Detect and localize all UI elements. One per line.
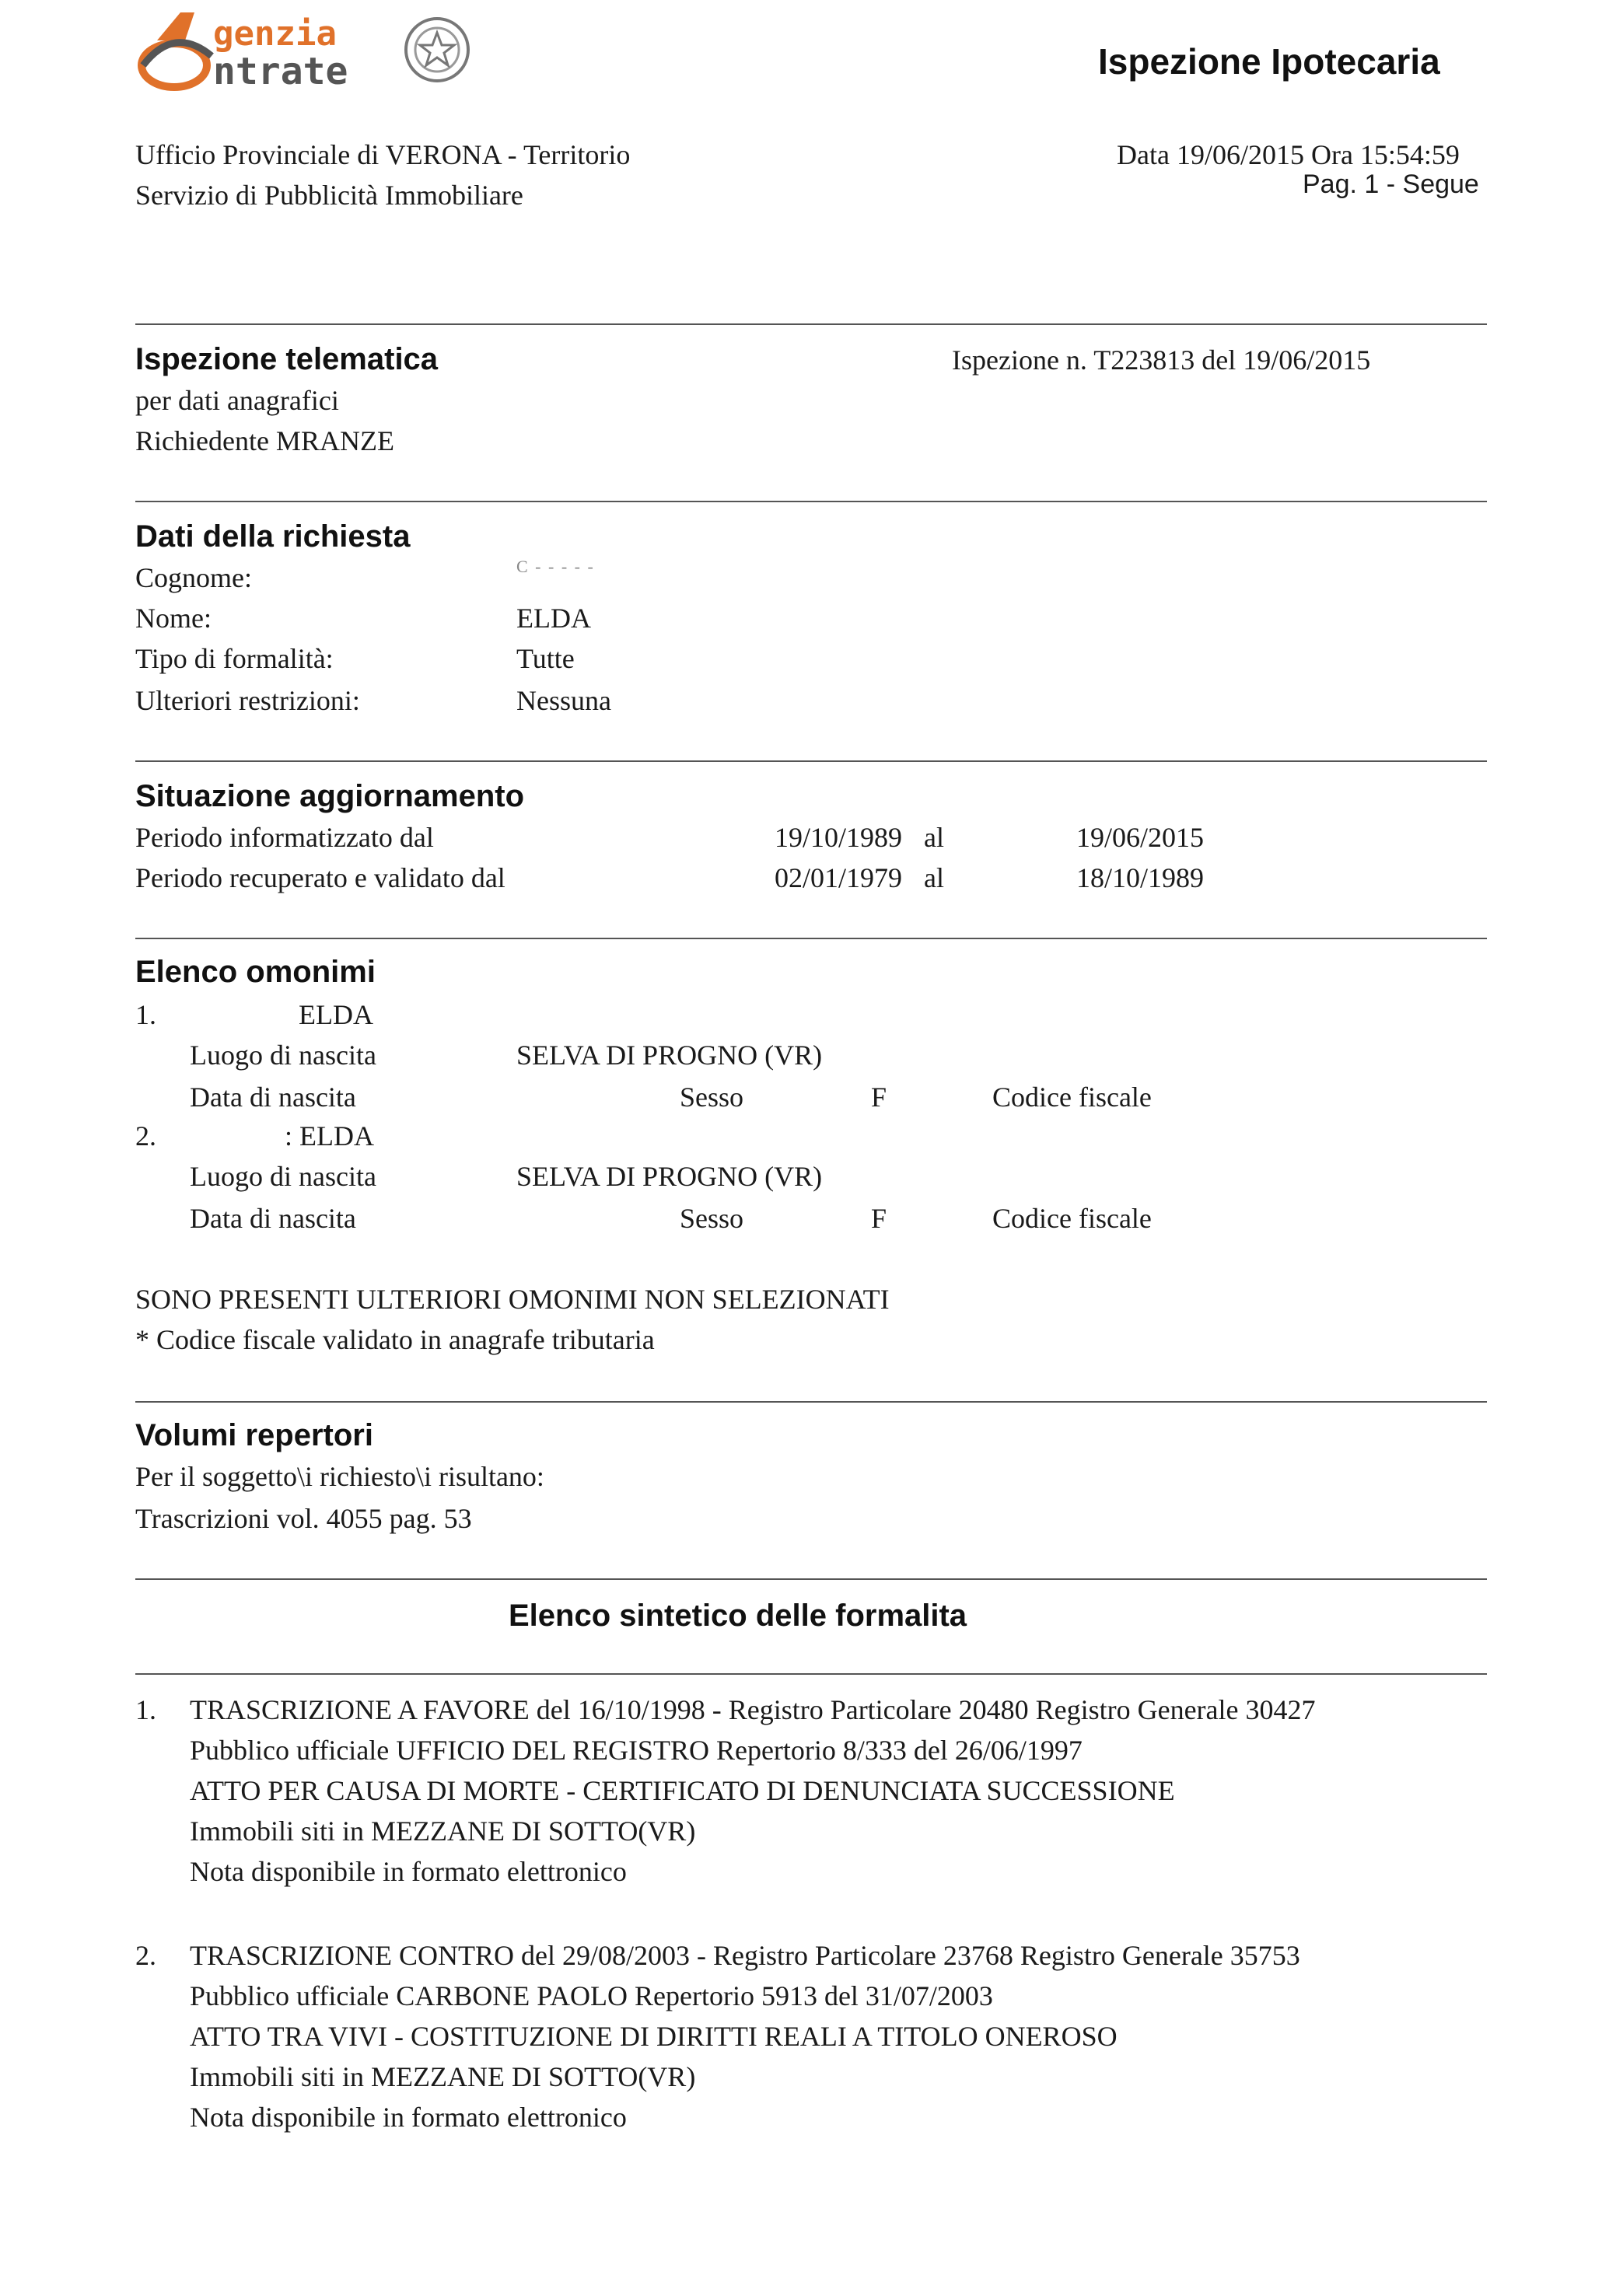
formalita-number: 1. <box>135 1694 156 1725</box>
field-value: Nessuna <box>516 685 611 716</box>
formalita-line: ATTO PER CAUSA DI MORTE - CERTIFICATO DI DENUNCIATA SUCCESSIONE <box>190 1775 1175 1806</box>
birthplace-value: SELVA DI PROGNO (VR) <box>516 1040 823 1071</box>
formalita-line: TRASCRIZIONE A FAVORE del 16/10/1998 - Registro Particolare 20480 Registro Generale 30427 <box>190 1694 1316 1725</box>
section-heading-aggiornamento: Situazione aggiornamento <box>135 779 525 813</box>
formalita-line: Immobili siti in MEZZANE DI SOTTO(VR) <box>190 2061 696 2092</box>
divider-3 <box>135 760 1487 762</box>
sex-value: F <box>871 1203 887 1234</box>
section-heading-formalita: Elenco sintetico delle formalita <box>509 1599 967 1633</box>
volumi-line-2: Trascrizioni vol. 4055 pag. 53 <box>135 1503 472 1534</box>
birthdate-label: Data di nascita <box>190 1203 356 1234</box>
logo-text-line1: genzia <box>213 14 337 54</box>
tax-code-label: Codice fiscale <box>992 1203 1152 1234</box>
period-to: 18/10/1989 <box>1076 862 1205 893</box>
formalita-line: ATTO TRA VIVI - COSTITUZIONE DI DIRITTI REALI A TITOLO ONEROSO <box>190 2021 1118 2052</box>
formalita-line: Pubblico ufficiale CARBONE PAOLO Repertorio 5913 del 31/07/2003 <box>190 1980 993 2011</box>
divider-6 <box>135 1578 1487 1580</box>
period-label: Periodo informatizzato dal <box>135 822 434 853</box>
sex-label: Sesso <box>680 1203 744 1234</box>
document-title: Ispezione Ipotecaria <box>1098 41 1440 82</box>
volumi-line-1: Per il soggetto\i richiesto\i risultano: <box>135 1461 544 1492</box>
office-line-2: Servizio di Pubblicità Immobiliare <box>135 180 523 211</box>
divider-2 <box>135 501 1487 502</box>
divider-4 <box>135 938 1487 939</box>
section-heading-volumi: Volumi repertori <box>135 1418 373 1452</box>
period-sep: al <box>924 822 944 853</box>
omonimi-note-1: SONO PRESENTI ULTERIORI OMONIMI NON SELEZIONATI <box>135 1284 890 1315</box>
agenzia-entrate-logo <box>134 9 476 95</box>
formalita-line: TRASCRIZIONE CONTRO del 29/08/2003 - Registro Particolare 23768 Registro Generale 35753 <box>190 1940 1300 1971</box>
period-to: 19/06/2015 <box>1076 822 1205 853</box>
formalita-line: Nota disponibile in formato elettronico <box>190 2102 627 2133</box>
period-sep: al <box>924 862 944 893</box>
section-heading-omonimi: Elenco omonimi <box>135 955 376 989</box>
ispezione-line-1: per dati anagrafici <box>135 385 339 416</box>
section-heading-ispezione: Ispezione telematica <box>135 342 439 376</box>
field-label: Ulteriori restrizioni: <box>135 685 360 716</box>
birthdate-label: Data di nascita <box>190 1082 356 1113</box>
date-time: Data 19/06/2015 Ora 15:54:59 <box>1117 139 1460 170</box>
omonimo-name: : ELDA <box>285 1120 374 1151</box>
period-from: 02/01/1979 <box>775 862 903 893</box>
ispezione-line-2: Richiedente MRANZE <box>135 425 394 456</box>
logo-text-line2: ntrate <box>213 50 348 93</box>
field-label: Cognome: <box>135 562 252 593</box>
divider-5 <box>135 1401 1487 1403</box>
birthplace-value: SELVA DI PROGNO (VR) <box>516 1161 823 1192</box>
period-from: 19/10/1989 <box>775 822 903 853</box>
sex-label: Sesso <box>680 1082 744 1113</box>
period-label: Periodo recuperato e validato dal <box>135 862 505 893</box>
birthplace-label: Luogo di nascita <box>190 1161 376 1192</box>
field-label: Tipo di formalità: <box>135 643 334 674</box>
field-value: Tutte <box>516 643 575 674</box>
tax-code-label: Codice fiscale <box>992 1082 1152 1113</box>
ispezione-number: Ispezione n. T223813 del 19/06/2015 <box>952 344 1371 376</box>
field-label: Nome: <box>135 603 212 634</box>
field-value: ELDA <box>516 603 591 634</box>
omonimo-name: ELDA <box>299 999 373 1030</box>
field-value: C - - - - - <box>516 557 595 576</box>
formalita-line: Nota disponibile in formato elettronico <box>190 1856 627 1887</box>
divider-1 <box>135 323 1487 325</box>
section-heading-richiesta: Dati della richiesta <box>135 519 411 554</box>
sex-value: F <box>871 1082 887 1113</box>
omonimo-number: 1. <box>135 999 156 1030</box>
omonimi-note-2: * Codice fiscale validato in anagrafe tributaria <box>135 1324 655 1355</box>
divider-7 <box>135 1673 1487 1675</box>
formalita-line: Pubblico ufficiale UFFICIO DEL REGISTRO Repertorio 8/333 del 26/06/1997 <box>190 1735 1083 1766</box>
birthplace-label: Luogo di nascita <box>190 1040 376 1071</box>
formalita-number: 2. <box>135 1940 156 1971</box>
page-info: Pag. 1 - Segue <box>1303 169 1479 199</box>
omonimo-number: 2. <box>135 1120 156 1151</box>
office-line-1: Ufficio Provinciale di VERONA - Territorio <box>135 139 631 170</box>
formalita-line: Immobili siti in MEZZANE DI SOTTO(VR) <box>190 1815 696 1847</box>
